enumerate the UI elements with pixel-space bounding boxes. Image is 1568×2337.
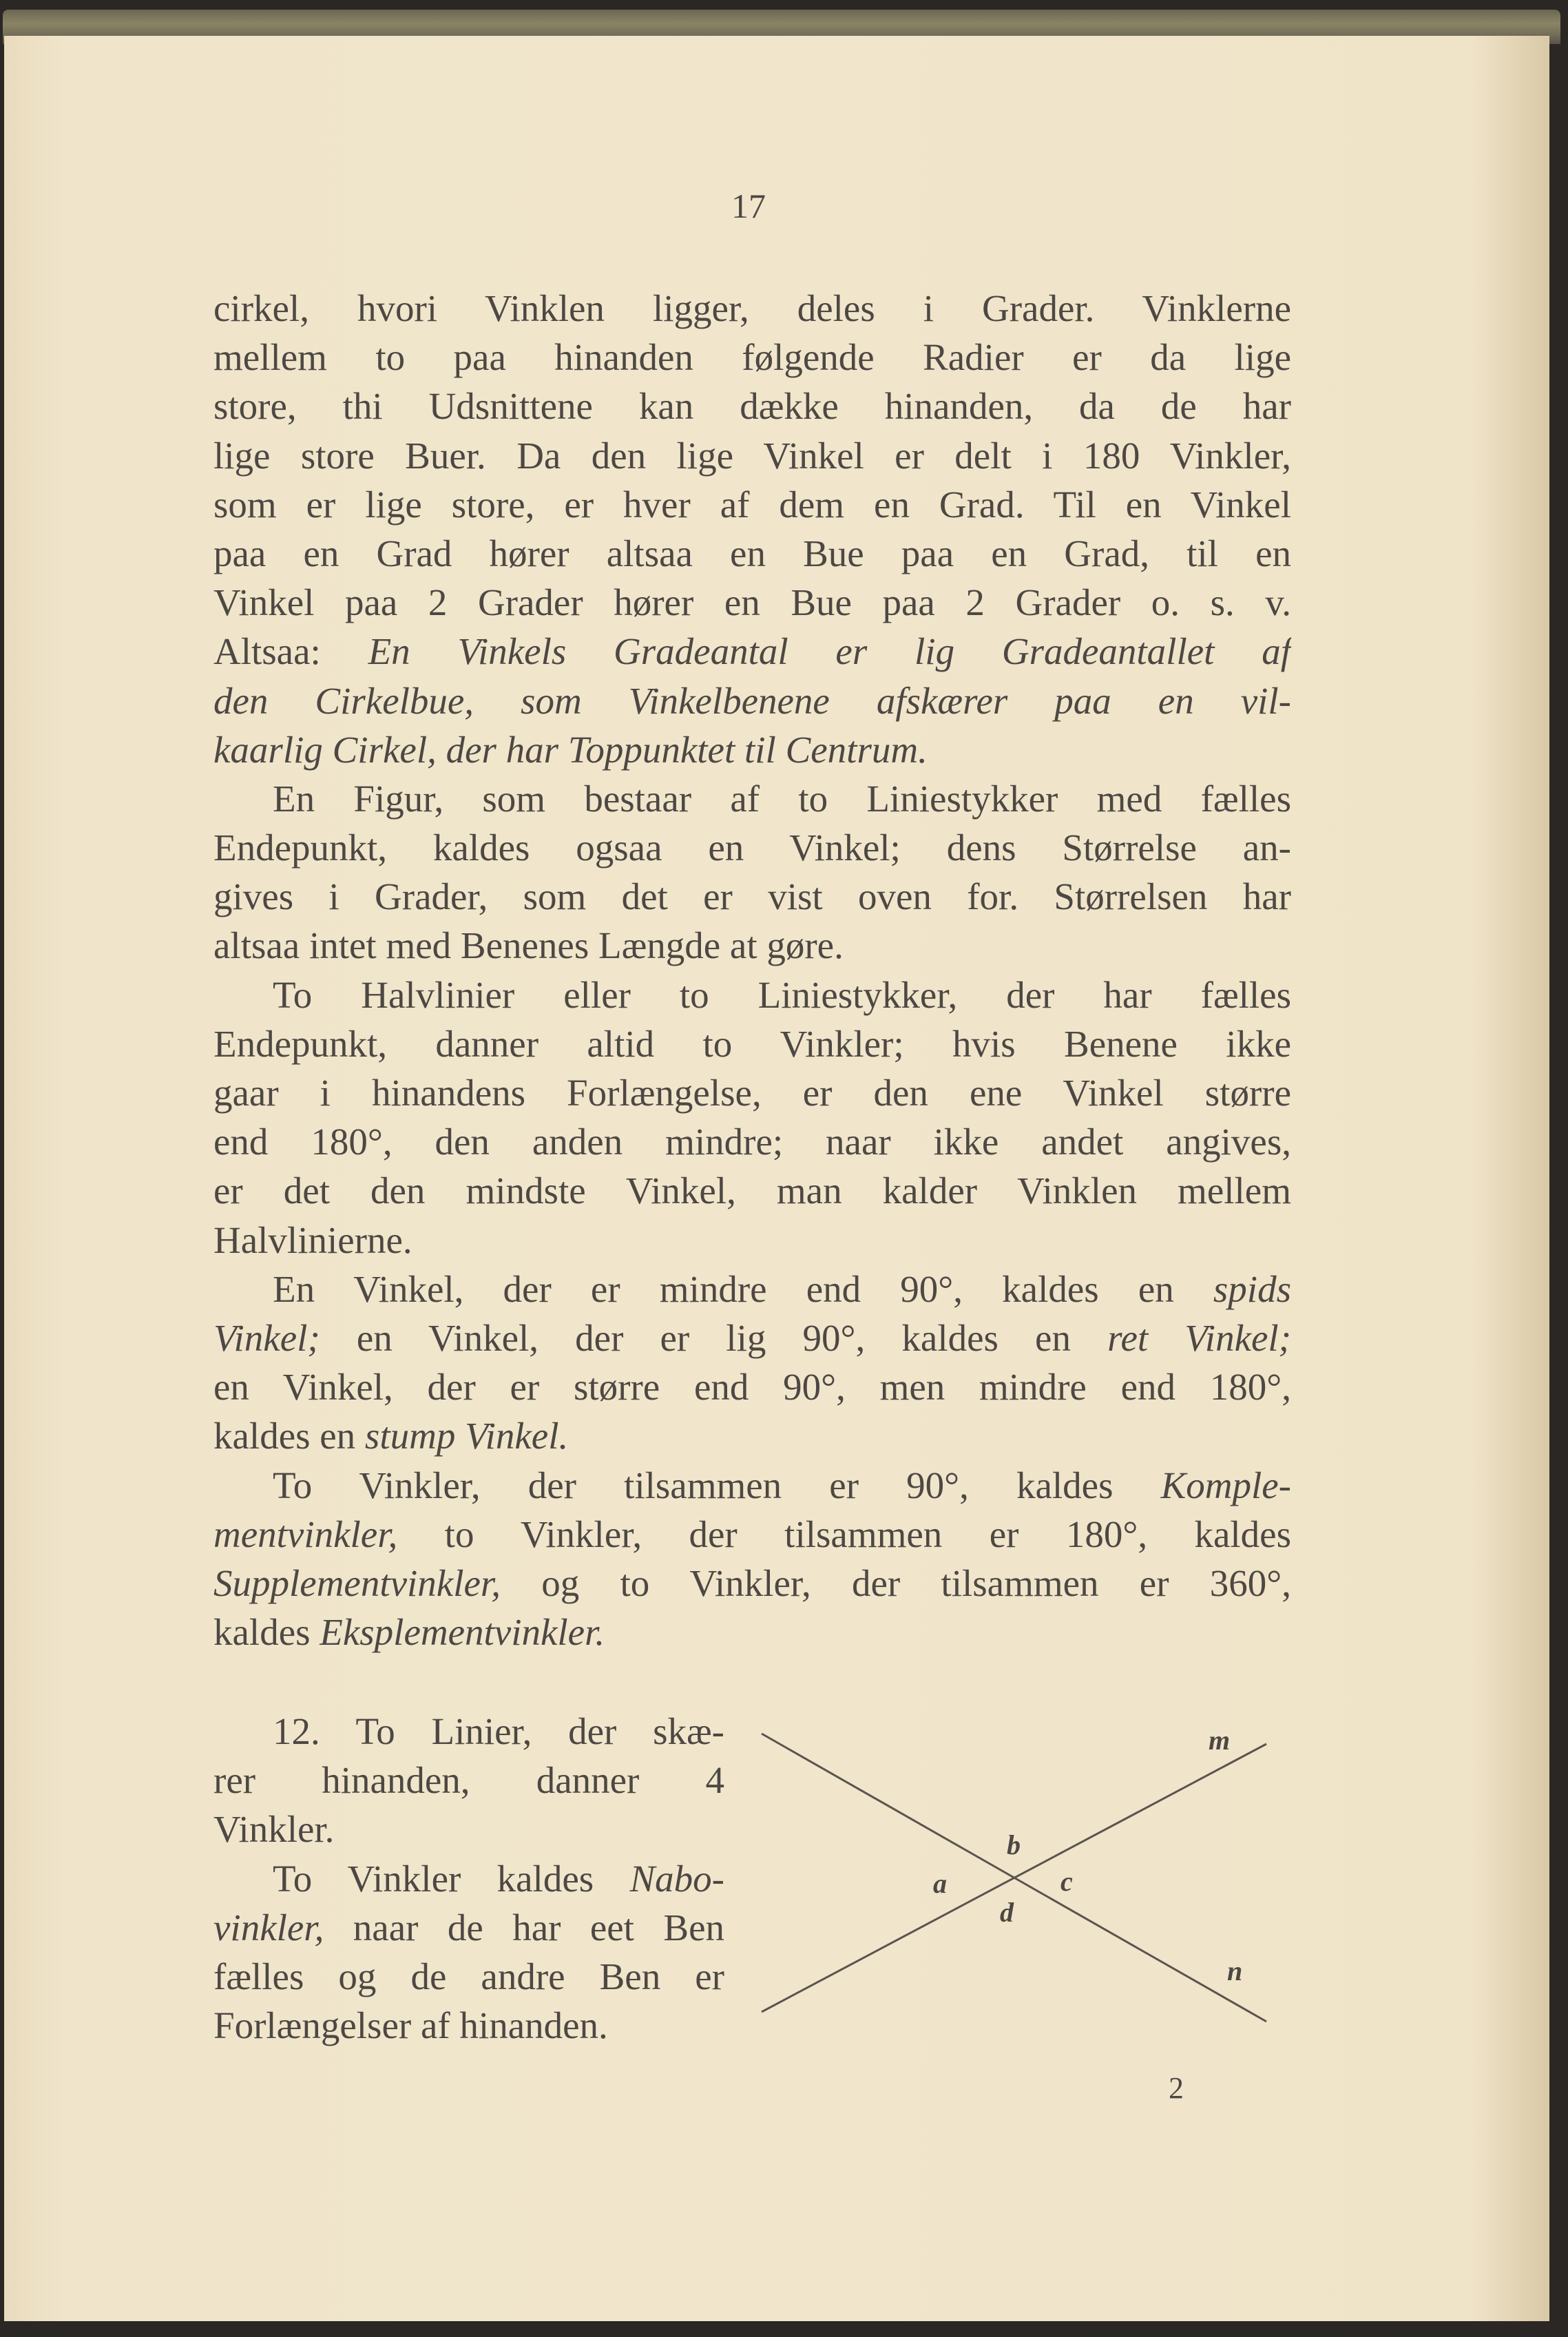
text: rer hinanden, danner 4 xyxy=(213,1759,724,1802)
text: end 180°, den anden mindre; naar ikke andet angives, xyxy=(213,1121,1291,1163)
text: og to Vinkler, der tilsammen er 360°, xyxy=(500,1561,1291,1604)
text: Vinkler. xyxy=(213,1808,335,1851)
text: en Vinkel, der er lig 90°, kaldes en xyxy=(320,1316,1108,1359)
text: Vinkel paa 2 Grader hører en Bue paa 2 Grader o. s. v. xyxy=(213,581,1291,624)
label-n: n xyxy=(1227,1955,1243,1986)
text: er det den mindste Vinkel, man kalder Vinklen mellem xyxy=(213,1170,1291,1212)
text: Endepunkt, kaldes ogsaa en Vinkel; dens Størrelse an- xyxy=(213,827,1291,869)
text: kaldes xyxy=(213,1611,320,1654)
italic-text: Eksplementvinkler. xyxy=(320,1611,605,1654)
text: lige store Buer. Da den lige Vinkel er delt i 180 Vinkler, xyxy=(213,434,1291,477)
text: Endepunkt, danner altid to Vinkler; hvis Benene ikke xyxy=(213,1022,1291,1065)
text: en Vinkel, der er større end 90°, men mindre end 180°, xyxy=(213,1366,1291,1409)
italic-text: ret Vinkel; xyxy=(1107,1316,1291,1359)
page-number: 17 xyxy=(731,187,766,225)
text: gaar i hinandens Forlængelse, er den ene Vinkel større xyxy=(213,1072,1291,1114)
text: altsaa intet med Benenes Længde at gøre. xyxy=(213,924,844,967)
text: gives i Grader, som det er vist oven for. Størrelsen har xyxy=(213,875,1291,918)
text: Halvlinierne. xyxy=(213,1218,412,1261)
text: To Vinkler, der tilsammen er 90°, kaldes xyxy=(273,1464,1161,1506)
text: kaldes en xyxy=(213,1415,365,1457)
italic-text: stump Vinkel. xyxy=(364,1415,569,1457)
italic-text: mentvinkler, xyxy=(213,1513,398,1555)
line-m xyxy=(762,1744,1266,2012)
italic-text: vinkler, xyxy=(213,1906,324,1949)
text: fælles og de andre Ben er xyxy=(213,1955,724,1997)
text: En Figur, som bestaar af to Liniestykker med fælles xyxy=(273,777,1291,820)
text: To Vinkler kaldes xyxy=(273,1857,630,1900)
label-d: d xyxy=(1000,1897,1014,1928)
text: To Halvlinier eller to Liniestykker, der har fælles xyxy=(273,973,1291,1016)
text: som er lige store, er hver af dem en Grad. Til en Vinkel xyxy=(213,483,1291,526)
text: En Vinkel, der er mindre end 90°, kaldes en xyxy=(273,1267,1213,1310)
text: naar de har eet Ben xyxy=(324,1906,724,1949)
italic-text: kaarlig Cirkel, der har Toppunktet til Centrum. xyxy=(213,728,928,771)
text: to Vinkler, der tilsammen er 180°, kaldes xyxy=(397,1513,1291,1555)
italic-text: En Vinkels Gradeantal er lig Gradeantallet af xyxy=(368,630,1291,673)
label-b: b xyxy=(1007,1829,1021,1860)
label-c: c xyxy=(1060,1866,1073,1897)
text: paa en Grad hører altsaa en Bue paa en Grad, til en xyxy=(213,532,1291,574)
label-a: a xyxy=(933,1868,947,1899)
text: 12. To Linier, der skæ- xyxy=(273,1710,724,1752)
signature-mark: 2 xyxy=(1169,2071,1184,2105)
italic-text: den Cirkelbue, som Vinkelbenene afskærer paa en vil- xyxy=(213,679,1291,722)
italic-text: Vinkel; xyxy=(213,1316,320,1359)
text: cirkel, hvori Vinklen ligger, deles i Grader. Vinklerne xyxy=(213,287,1291,329)
text: mellem to paa hinanden følgende Radier er da lige xyxy=(213,336,1291,379)
italic-text: spids xyxy=(1213,1267,1291,1310)
text: Altsaa: xyxy=(213,630,368,673)
italic-text: Nabo- xyxy=(629,1857,724,1900)
italic-text: Supplementvinkler, xyxy=(213,1561,501,1604)
italic-text: Komple- xyxy=(1160,1464,1291,1506)
text: store, thi Udsnittene kan dække hinanden, da de har xyxy=(213,385,1291,428)
label-m: m xyxy=(1209,1725,1231,1756)
text: Forlængelser af hinanden. xyxy=(213,2004,608,2047)
